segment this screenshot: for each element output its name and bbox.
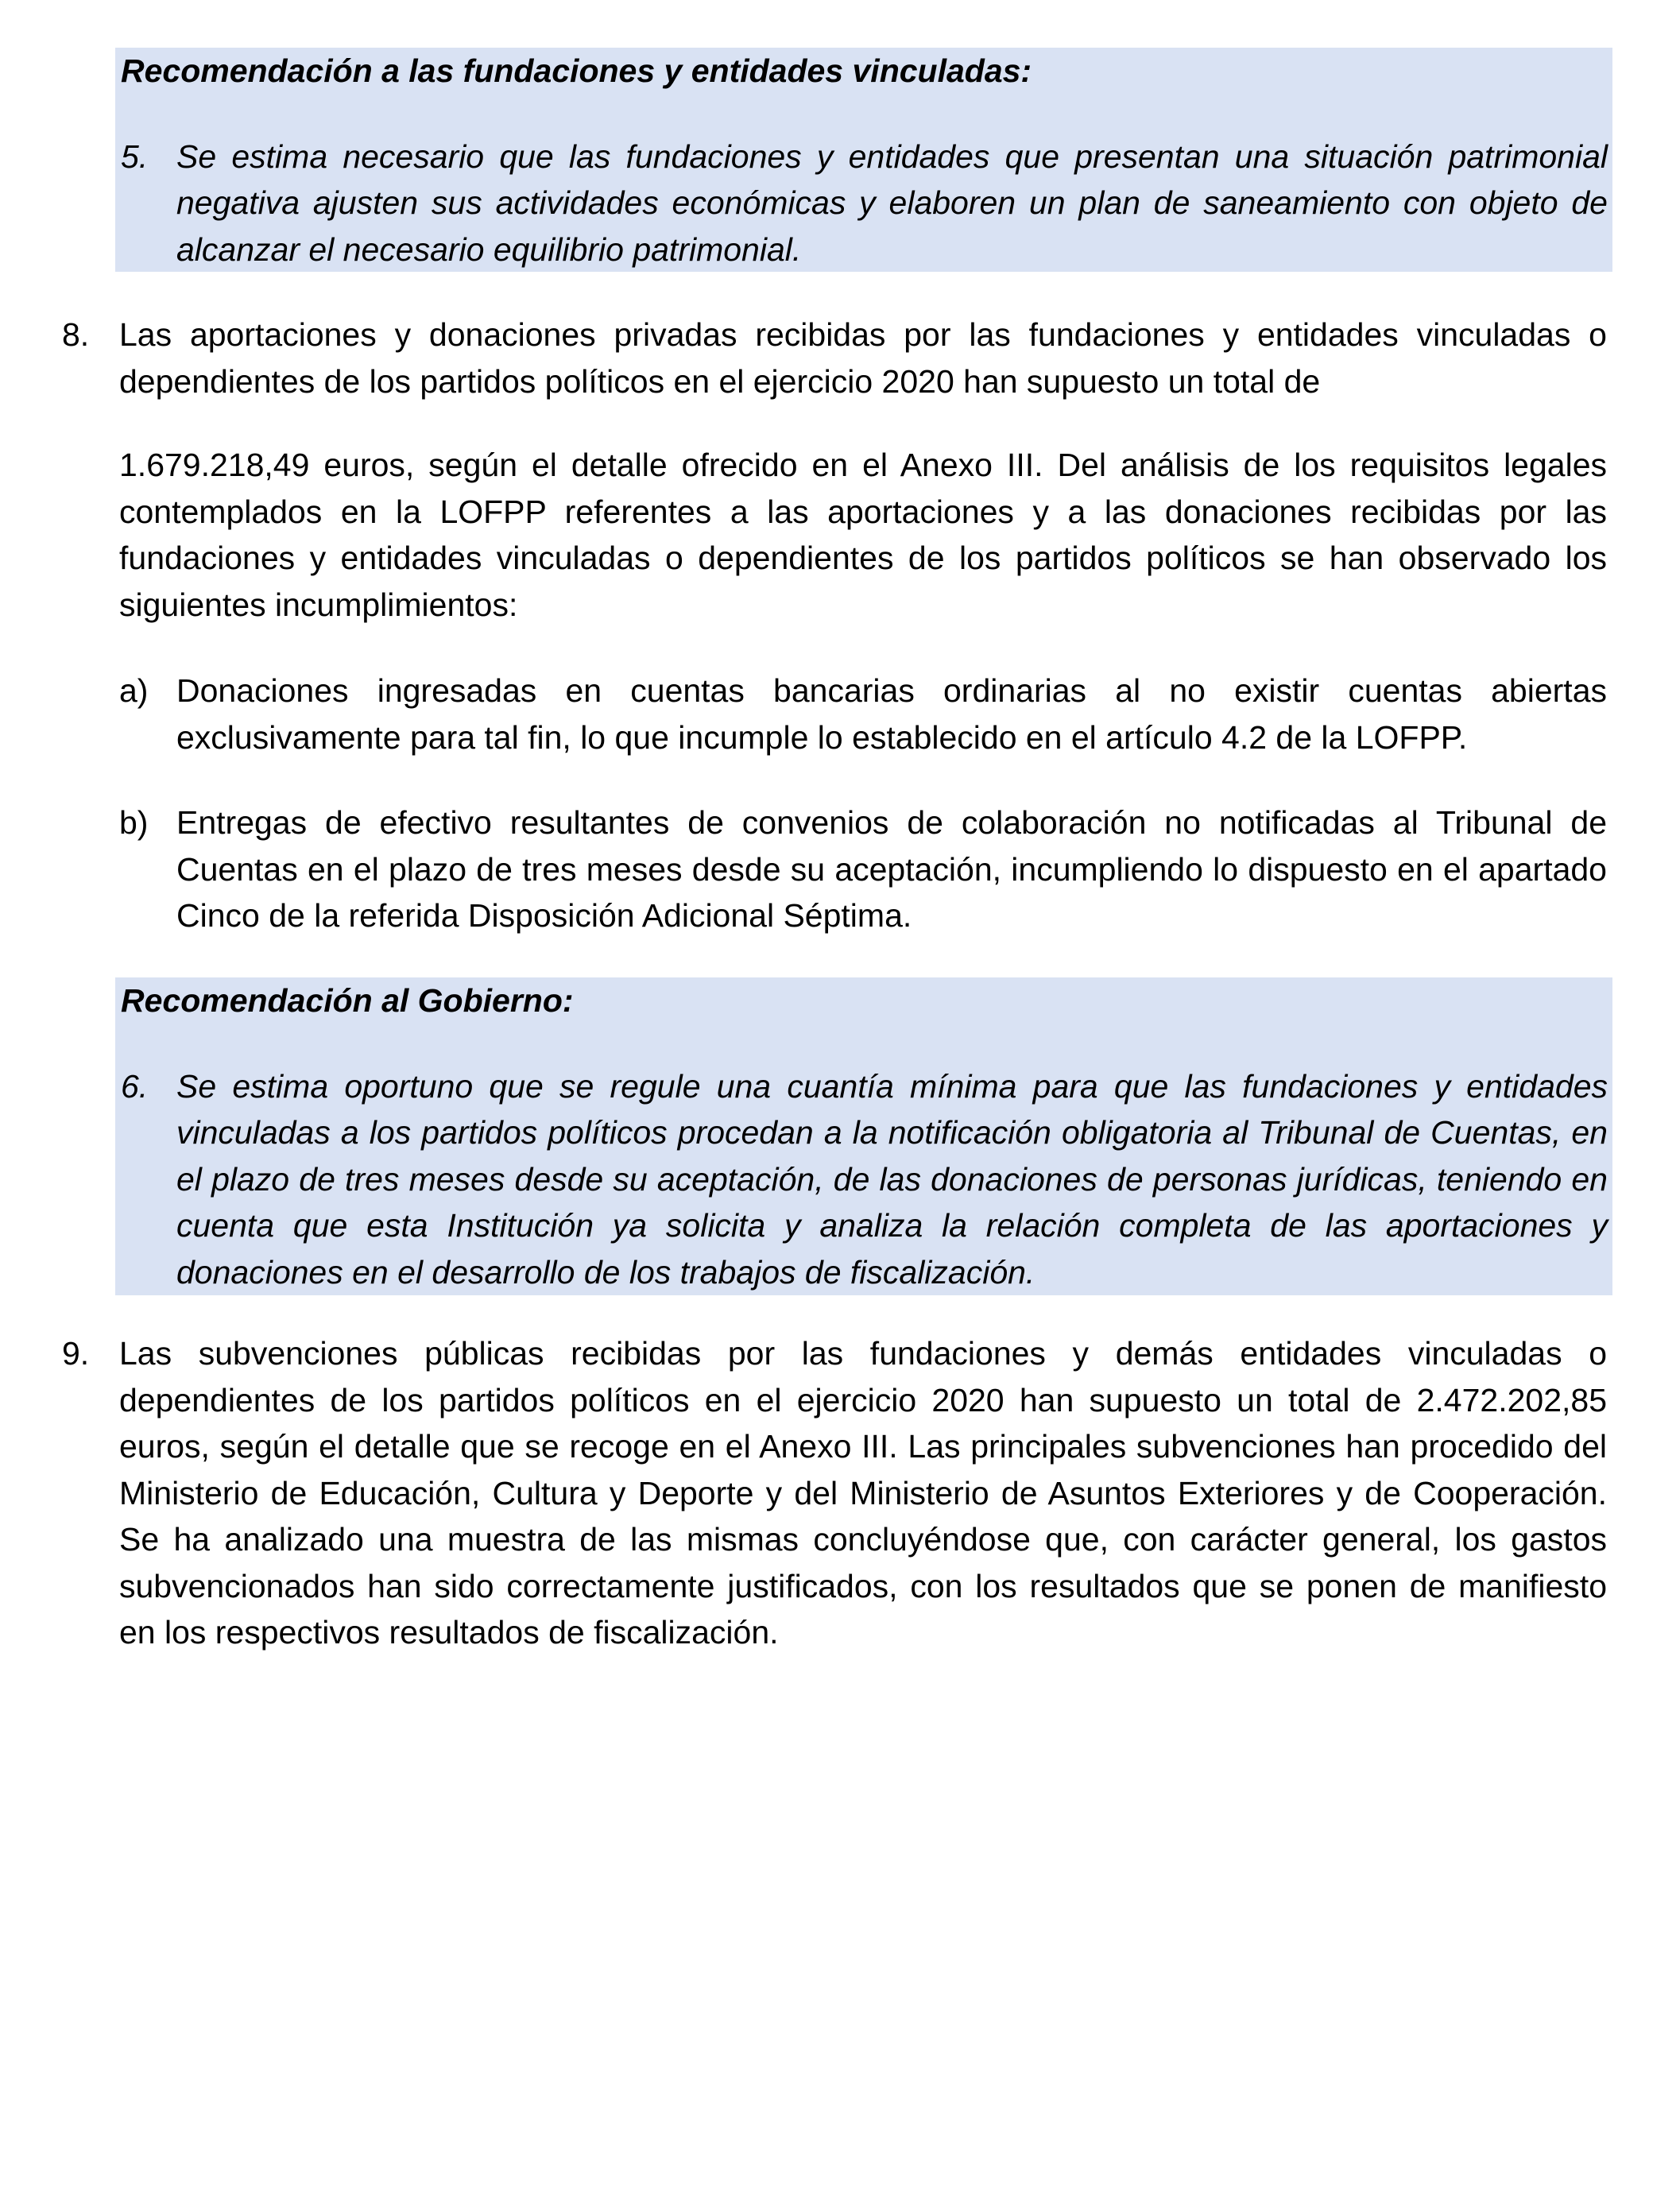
recommendation-box-government [115,977,1612,1295]
recommendation-number: 5. [121,137,149,175]
list-item-text: Entregas de efectivo resultantes de convenios de colaboración no notificadas al Tribunal de Cuentas en el plazo de tres meses desde su aceptación, incumpliendo lo dispuesto en el apartado Cinco de la referida Disposición Adicional Séptima. [176,804,1607,934]
recommendation-item [121,134,1608,273]
paragraph-8-part1: Las aportaciones y donaciones privadas recibidas por las fundaciones y entidades vinculadas o dependientes de los partidos políticos en el ejercicio 2020 han supuesto un total de [119,316,1607,400]
list-item-b [119,799,1607,939]
paragraph-number-8: 8. [62,316,90,353]
list-item-label: a) [119,672,149,709]
recommendation-text: Se estima necesario que las fundaciones y entidades que presentan una situación patrimonial negativa ajusten sus actividades económicas y elaboren un plan de saneamiento con objeto de alcanzar el necesario equilibrio patrimonial. [176,137,1608,268]
recommendation-text: Se estima oportuno que se regule una cuantía mínima para que las fundaciones y entidades vinculadas a los partidos políticos procedan a la notificación obligatoria al Tribunal de Cuentas, en el plazo de tres meses desde su aceptación, de las donaciones de personas jurídicas, teniendo en cuenta que esta Institución ya solicita y analiza la relación completa de las aportaciones y donaciones en el desarrollo de los trabajos de fiscalización. [176,1067,1608,1291]
recommendation-box-foundations [115,48,1612,272]
recommendation-number: 6. [121,1067,149,1105]
list-item-text: Donaciones ingresadas en cuentas bancarias ordinarias al no existir cuentas abiertas exclusivamente para tal fin, lo que incumple lo establecido en el artículo 4.2 de la LOFPP. [176,672,1607,756]
paragraph-8-part2: 1.679.218,49 euros, según el detalle ofrecido en el Anexo III. Del análisis de los requisitos legales contemplados en la LOFPP referentes a las aportaciones y a las donaciones recibidas por las fundaciones y entidades vinculadas o dependientes de los partidos políticos se han observado los siguientes incumplimientos: [119,447,1607,623]
recommendation-title: Recomendación a las fundaciones y entidades vinculadas: [121,52,1032,89]
list-item-label: b) [119,804,149,841]
list-item-a [119,668,1607,760]
recommendation-item [121,1063,1608,1296]
recommendation-title: Recomendación al Gobierno: [121,982,574,1019]
paragraph-number-9: 9. [62,1335,90,1372]
paragraph-9: Las subvenciones públicas recibidas por las fundaciones y demás entidades vinculadas o dependientes de los partidos políticos en el ejercicio 2020 han supuesto un total de 2.472.202,85 euros, según el detalle que se recoge en el Anexo III. Las principales subvenciones han procedido del Ministerio de Educación, Cultura y Deporte y del Ministerio de Asuntos Exteriores y de Cooperación. Se ha analizado una muestra de las mismas concluyéndose que, con carácter general, los gastos subvencionados han sido correctamente justificados, con los resultados que se ponen de manifiesto en los respectivos resultados de fiscalización. [119,1335,1607,1651]
